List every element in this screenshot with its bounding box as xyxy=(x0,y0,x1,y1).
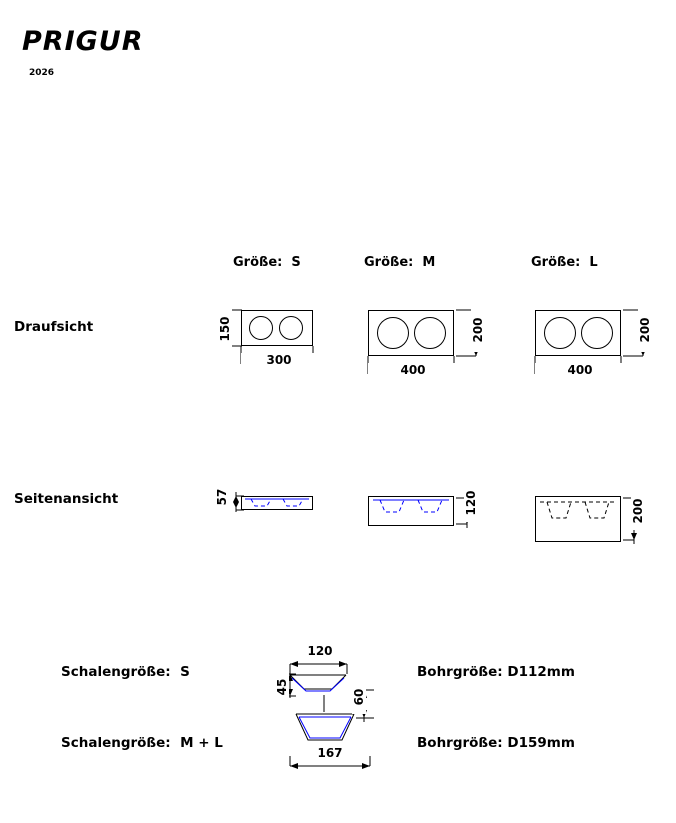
dim-label-depth-l: 200 xyxy=(638,308,652,352)
dim-label-height-m: 120 xyxy=(464,484,478,522)
side-view-m xyxy=(368,496,454,526)
shell-size-label-ml: Schalengröße: M + L xyxy=(61,735,223,751)
bore-hole xyxy=(544,317,576,349)
side-view-l xyxy=(535,496,621,542)
dim-label-width-s: 300 xyxy=(241,353,317,367)
top-view-l xyxy=(535,310,621,356)
dim-label-detail-top-width: 120 xyxy=(288,644,352,658)
dim-label-height-l: 200 xyxy=(631,492,645,530)
dim-label-width-m: 400 xyxy=(368,363,458,377)
dim-label-height-s: 57 xyxy=(215,480,229,514)
dim-label-detail-bottom-width: 167 xyxy=(292,746,368,760)
dim-label-depth-m: 200 xyxy=(471,308,485,352)
row-heading-seitenansicht: Seitenansicht xyxy=(14,491,119,507)
row-heading-draufsicht: Draufsicht xyxy=(14,319,94,335)
bore-hole xyxy=(279,316,303,340)
bore-hole xyxy=(377,317,409,349)
bore-size-label-d112: Bohrgröße: D112mm xyxy=(417,664,575,680)
dim-label-depth-s: 150 xyxy=(218,307,232,351)
dim-label-detail-left-height: 45 xyxy=(275,670,289,704)
bore-size-label-d159: Bohrgröße: D159mm xyxy=(417,735,575,751)
bore-hole xyxy=(581,317,613,349)
dim-label-width-l: 400 xyxy=(535,363,625,377)
shell-size-label-s: Schalengröße: S xyxy=(61,664,190,680)
top-view-m xyxy=(368,310,454,356)
bore-hole xyxy=(249,316,273,340)
brand-year: 2026 xyxy=(29,68,55,78)
column-heading-s: Größe: S xyxy=(233,255,301,270)
detail-centre-line xyxy=(322,695,326,749)
dim-label-detail-right-height: 60 xyxy=(352,680,366,714)
column-heading-m: Größe: M xyxy=(364,255,436,270)
column-heading-l: Größe: L xyxy=(531,255,598,270)
bore-hole xyxy=(414,317,446,349)
brand-title: PRIGUR xyxy=(22,26,144,57)
